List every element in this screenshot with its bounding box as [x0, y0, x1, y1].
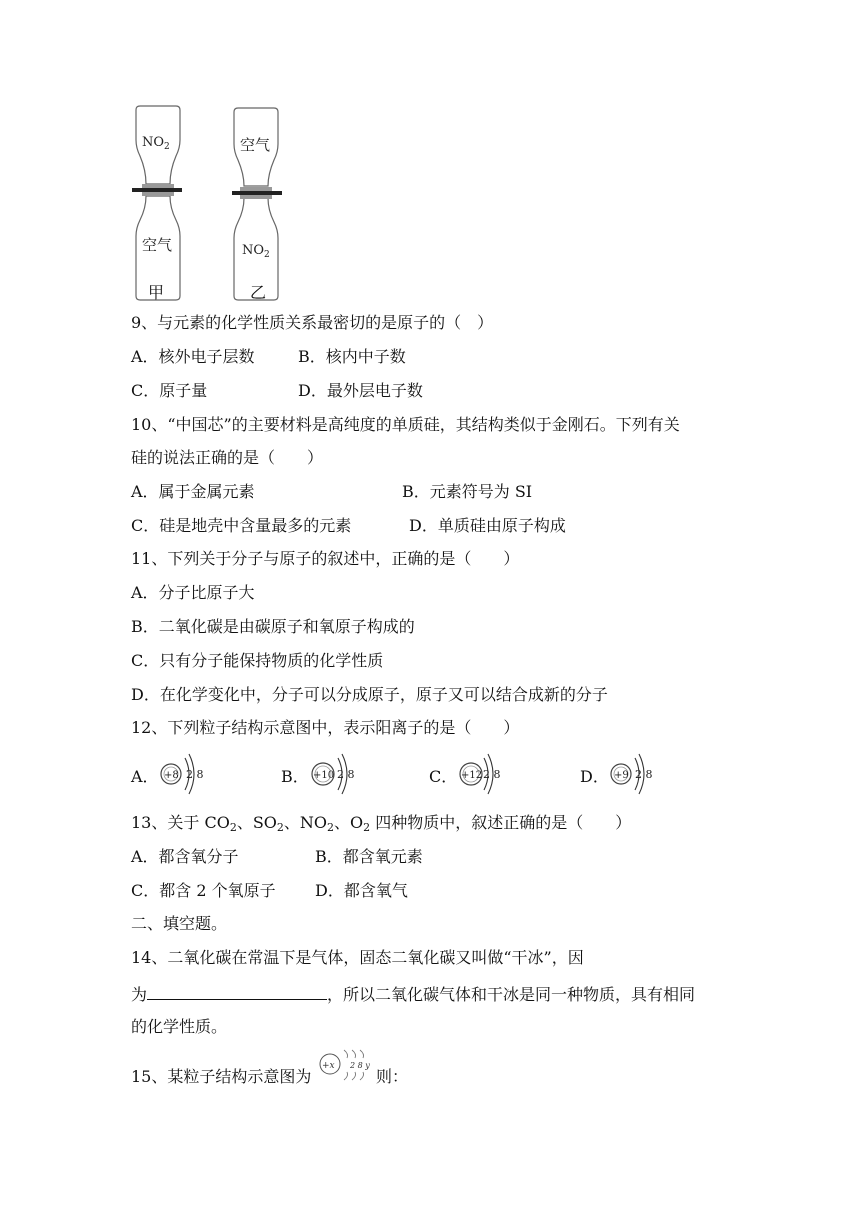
- q12-stem: 12、下列粒子结构示意图中，表示阳离子的是（ ）: [131, 718, 520, 737]
- q9-option-d: D．最外层电子数: [298, 381, 423, 400]
- svg-text:+10: +10: [313, 770, 335, 781]
- svg-text:+8: +8: [164, 770, 179, 781]
- atom-diagram-d: [608, 752, 688, 796]
- right-bottom-label: $NO_2$: [242, 243, 270, 260]
- q10-stem-line1: 10、“中国芯”的主要材料是高纯度的单质硅，其结构类似于金刚石。下列有关: [131, 415, 680, 434]
- section-2-title: 二、填空题。: [131, 914, 228, 933]
- q12-option-d: [580, 752, 700, 796]
- q13-option-b: B．都含氧元素: [315, 847, 423, 866]
- q9-stem: 9、与元素的化学性质关系最密切的是原子的（ ）: [131, 313, 494, 332]
- q12-option-a: [131, 752, 251, 796]
- q10-stem-line2: 硅的说法正确的是（ ）: [131, 448, 324, 467]
- svg-text:2 8: 2 8: [635, 768, 653, 781]
- atom-diagram-c: [457, 752, 537, 796]
- q13-option-d: D．都含氧气: [315, 881, 408, 900]
- svg-text:+x: +x: [322, 1061, 335, 1071]
- svg-text:+12: +12: [461, 770, 483, 781]
- figure-caption-right: 乙: [250, 283, 267, 302]
- q10-option-d: D．单质硅由原子构成: [409, 516, 566, 535]
- svg-text:2 8: 2 8: [337, 768, 355, 781]
- q11-stem: 11、下列关于分子与原子的叙述中，正确的是（ ）: [131, 549, 520, 568]
- q9-option-b: B．核内中子数: [298, 347, 406, 366]
- q12-option-c: [429, 752, 549, 796]
- q11-option-a: A．分子比原子大: [131, 583, 255, 602]
- figure-caption-left: 甲: [148, 283, 165, 302]
- q15-stem-end: 则：: [376, 1067, 409, 1086]
- q14-answer-blank[interactable]: [147, 983, 327, 1000]
- q14-line1: 14、二氧化碳在常温下是气体，固态二氧化碳又叫做“干冰”，因: [131, 948, 584, 967]
- q10-option-a: A．属于金属元素: [131, 482, 255, 501]
- svg-text:+9: +9: [614, 770, 629, 781]
- left-bottom-label: 空气: [142, 236, 173, 254]
- svg-text:2 8: 2 8: [483, 768, 501, 781]
- q12-option-c-letter: C．: [429, 767, 458, 786]
- q11-option-b: B．二氧化碳是由碳原子和氧原子构成的: [131, 617, 415, 636]
- q13-option-c: C．都含 2 个氧原子: [131, 881, 276, 900]
- q14-line3: 的化学性质。: [131, 1017, 228, 1036]
- atom-diagram-a: [159, 752, 239, 796]
- q11-option-d: D．在化学变化中，分子可以分成原子，原子又可以结合成新的分子: [131, 685, 608, 704]
- q13-stem: 13、关于 $CO_2$、$SO_2$、$NO_2$、$O_2$ 四种物质中，叙述正确的是（ ）: [131, 813, 632, 834]
- left-top-label: $NO_2$: [142, 135, 170, 152]
- q14-line2: 为 ，所以二氧化碳气体和干冰是同一种物质，具有相同: [131, 985, 696, 1004]
- q10-option-c: C．硅是地壳中含量最多的元素: [131, 516, 352, 535]
- svg-text:2 8 y: 2 8 y: [350, 1061, 370, 1070]
- q12-option-b-letter: B．: [281, 767, 309, 786]
- q9-option-c: C．原子量: [131, 381, 208, 400]
- gas-diffusion-figure: [120, 100, 300, 305]
- right-top-label: 空气: [240, 136, 271, 154]
- q12-option-a-letter: A．: [131, 767, 159, 786]
- q10-option-b: B．元素符号为 SI: [402, 482, 533, 501]
- q11-option-c: C．只有分子能保持物质的化学性质: [131, 651, 384, 670]
- q9-option-a: A．核外电子层数: [131, 347, 255, 366]
- q13-option-a: A．都含氧分子: [131, 847, 239, 866]
- atom-diagram-b: [309, 752, 389, 796]
- q15-stem: 15、某粒子结构示意图为: [131, 1067, 312, 1086]
- q12-option-b: [281, 752, 401, 796]
- q15-particle-diagram: [316, 1046, 378, 1086]
- q12-option-d-letter: D．: [580, 767, 609, 786]
- svg-text:2 8: 2 8: [186, 768, 204, 781]
